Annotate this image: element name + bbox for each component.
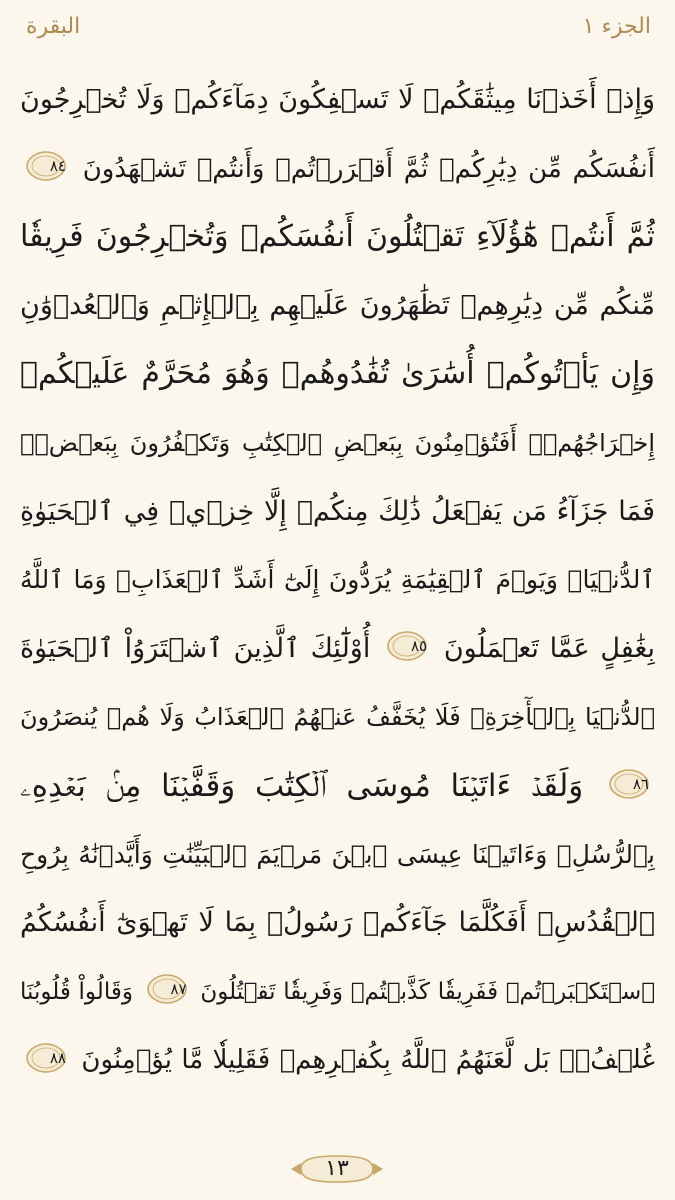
verse-text: بِغَٰفِلٍ عَمَّا تَعۡمَلُونَ [443,632,655,664]
surah-name: البقرة [26,14,81,39]
text-line [20,66,655,135]
verse-text: وَإِن يَأۡتُوكُمۡ أُسَٰرَىٰ تُفَٰدُوهُمۡ وَهُوَ مُحَرَّمٌ عَلَيۡكُمۡ [20,356,655,392]
verse-text: ثُمَّ أَنتُمۡ هَٰٓؤُلَآءِ تَقۡتُلُونَ أَنفُسَكُمۡ وَتُخۡرِجُونَ فَرِيقٗا [20,219,655,255]
verse-text: بِٱلرُّسُلِۖ وَءَاتَيۡنَا عِيسَى ٱبۡنَ مَرۡيَمَ ٱلۡبَيِّنَٰتِ وَأَيَّدۡنَٰهُ بِرُوحِ [20,839,655,869]
page-header [0,0,675,64]
verse-end-marker [609,769,649,799]
page-number: ١٣ [325,1156,349,1181]
quran-page-text [20,66,655,1156]
text-line [20,615,655,684]
verse-text: إِخۡرَاجُهُمۡۚ أَفَتُؤۡمِنُونَ بِبَعۡضِ ٱلۡكِتَٰبِ وَتَكۡفُرُونَ بِبَعۡضٖۚ [20,428,655,457]
juz-label: الجزء ١ [582,14,651,39]
verse-text: ٱسۡتَكۡبَرۡتُمۡ فَفَرِيقٗا كَذَّبۡتُمۡ وَفَرِيقٗا تَقۡتُلُونَ [200,978,655,1005]
verse-text: ٱلۡقُدُسِۗ أَفَكُلَّمَا جَآءَكُمۡ رَسُولُۢ بِمَا لَا تَهۡوَىٰٓ أَنفُسُكُمُ [20,907,655,939]
text-line [20,340,655,409]
text-line [20,272,655,341]
text-line [20,1026,655,1095]
verse-text: ٱلدُّنۡيَاۖ وَيَوۡمَ ٱلۡقِيَٰمَةِ يُرَدُّونَ إِلَىٰٓ أَشَدِّ ٱلۡعَذَابِۗ وَمَا ٱللَّهُ [20,565,655,595]
verse-number: ٨٥ [410,637,428,656]
verse-text: أَنفُسَكُم مِّن دِيَٰرِكُمۡ ثُمَّ أَقۡرَرۡتُمۡ وَأَنتُمۡ تَشۡهَدُونَ [82,153,655,184]
verse-end-marker [26,1043,66,1073]
page-number-frame [287,1152,387,1186]
verse-number: ٨٧ [170,980,187,999]
verse-text: فَمَا جَزَآءُ مَن يَفۡعَلُ ذَٰلِكَ مِنكُمۡ إِلَّا خِزۡيٞ فِي ٱلۡحَيَوٰةِ [20,495,655,527]
verse-text: مِّنكُم مِّن دِيَٰرِهِمۡ تَظَٰهَرُونَ عَلَيۡهِم بِٱلۡإِثۡمِ وَٱلۡعُدۡوَٰنِ [20,289,655,321]
page-footer [0,1150,675,1190]
text-line [20,478,655,547]
text-line [20,889,655,958]
verse-text: وَقَالُواْ قُلُوبُنَا [20,978,133,1005]
verse-end-marker [387,631,427,661]
verse-text: غُلۡفُۢۚ بَل لَّعَنَهُمُ ٱللَّهُ بِكُفۡرِهِمۡ فَقَلِيلٗا مَّا يُؤۡمِنُونَ [81,1045,655,1076]
verse-text: أُوْلَٰٓئِكَ ٱلَّذِينَ ٱشۡتَرَوُاْ ٱلۡحَيَوٰةَ [20,632,371,664]
text-line [20,203,655,272]
verse-text: وَإِذۡ أَخَذۡنَا مِيثَٰقَكُمۡ لَا تَسۡفِكُونَ دِمَآءَكُمۡ وَلَا تُخۡرِجُونَ [20,84,655,115]
verse-number: ٨٦ [632,775,649,794]
verse-number: ٨٨ [49,1048,66,1067]
text-line [20,752,655,821]
verse-end-marker [26,151,66,181]
verse-number: ٨٤ [49,157,66,176]
verse-end-marker [147,974,187,1004]
text-line [20,683,655,752]
text-line [20,546,655,615]
text-line [20,135,655,204]
verse-text: وَلَقَدۡ ءَاتَيۡنَا مُوسَى ٱلۡكِتَٰبَ وَقَفَّيۡنَا مِنۢ بَعۡدِهِۦ [20,767,584,804]
text-line [20,821,655,890]
text-line [20,958,655,1027]
verse-text: ٱلدُّنۡيَا بِٱلۡأٓخِرَةِۖ فَلَا يُخَفَّفُ عَنۡهُمُ ٱلۡعَذَابُ وَلَا هُمۡ يُنصَرُونَ [20,703,655,732]
text-line [20,409,655,478]
